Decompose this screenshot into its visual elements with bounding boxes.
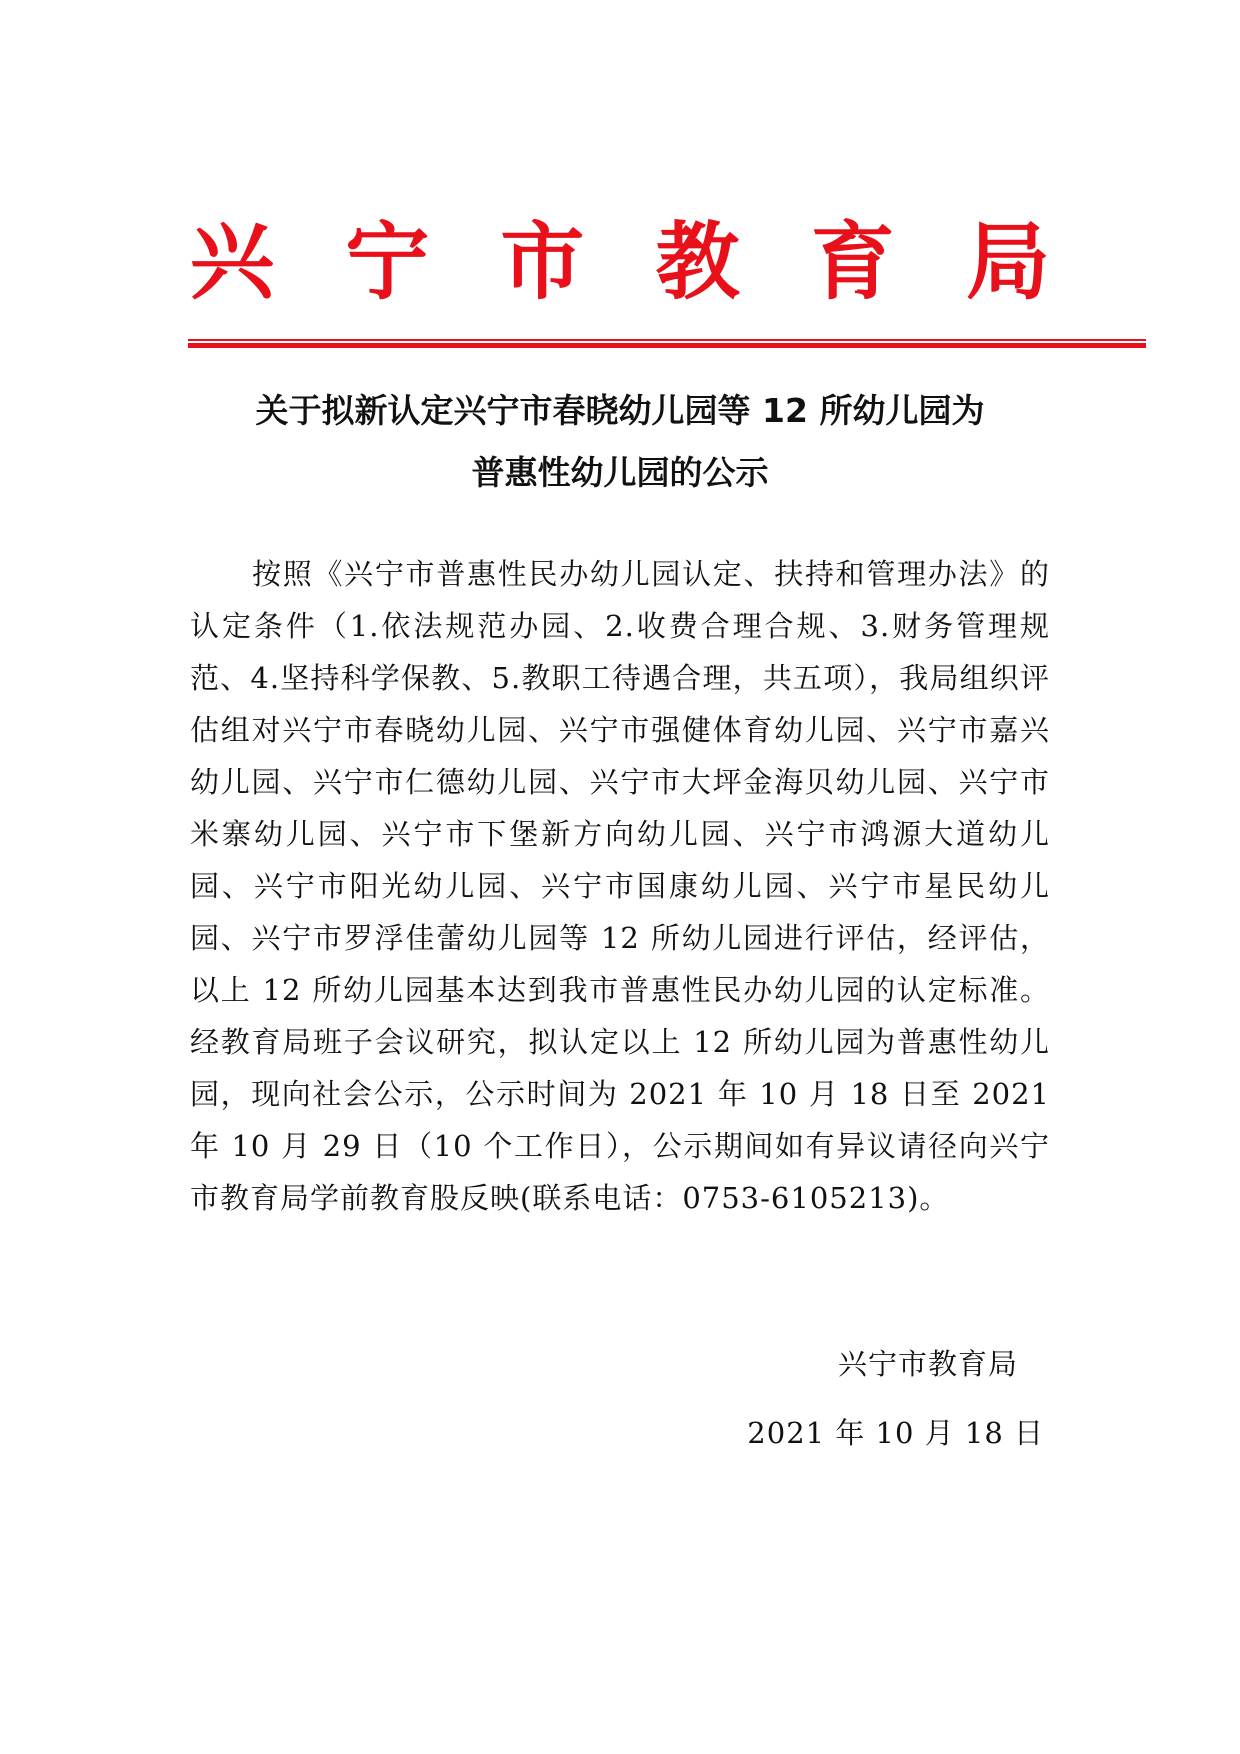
- title-line-1: 关于拟新认定兴宁市春晓幼儿园等 12 所幼儿园为: [255, 391, 985, 430]
- masthead-char: 市: [500, 212, 585, 311]
- header-divider-thick: [188, 343, 1146, 348]
- header-divider-thin: [188, 339, 1146, 341]
- title-line-2: 普惠性幼儿园的公示: [471, 453, 769, 492]
- masthead-char: 兴: [190, 212, 275, 311]
- masthead-char: 宁: [345, 212, 430, 311]
- masthead: [190, 212, 1050, 312]
- body-paragraph: 按照《兴宁市普惠性民办幼儿园认定、扶持和管理办法》的认定条件（1.依法规范办园、2.收费合理合规、3.财务管理规范、4.坚持科学保教、5.教职工待遇合理，共五项），我局组织评估组对兴宁市春晓幼儿园、兴宁市强健体育幼儿园、兴宁市嘉兴幼儿园、兴宁市仁德幼儿园、兴宁市大坪金海贝幼儿园、兴宁市米寨幼儿园、兴宁市下堡新方向幼儿园、兴宁市鸿源大道幼儿园、兴宁市阳光幼儿园、兴宁市国康幼儿园、兴宁市星民幼儿园、兴宁市罗浮佳蕾幼儿园等 12 所幼儿园进行评估，经评估，以上 12 所幼儿园基本达到我市普惠性民办幼儿园的认定标准。经教育局班子会议研究，拟认定以上 12 所幼儿园为普惠性幼儿园，现向社会公示，公示时间为 2021 年 10 月 18 日至 2021 年 10 月 29 日（10 个工作日），公示期间如有异议请径向兴宁市教育局学前教育股反映(联系电话：0753-6105213)。: [190, 557, 1050, 1215]
- signature-date: 2021 年 10 月 18 日: [747, 1416, 1044, 1450]
- masthead-char: 育: [810, 212, 895, 311]
- masthead-char: 教: [655, 212, 740, 311]
- document-title: [150, 380, 1090, 504]
- signature-organization: 兴宁市教育局: [837, 1347, 1018, 1381]
- masthead-char: 局: [965, 212, 1050, 311]
